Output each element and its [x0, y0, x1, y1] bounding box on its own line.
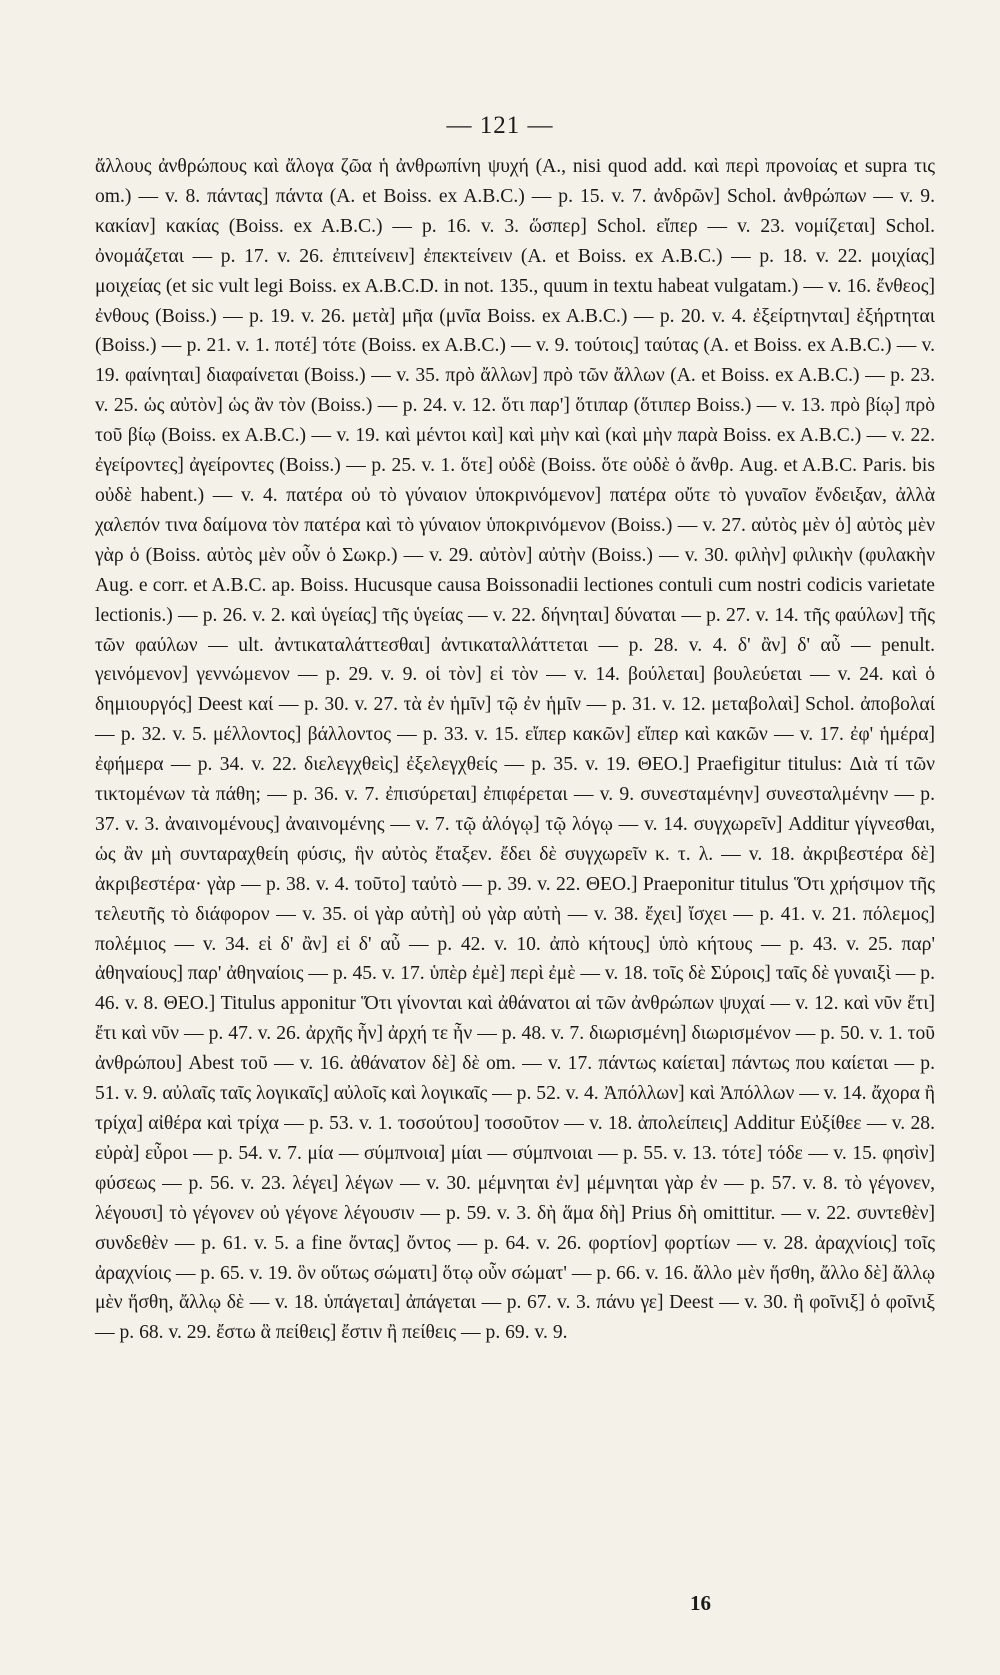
signature-mark: 16 — [690, 1591, 711, 1615]
apparatus-paragraph: ἄλλους ἀνθρώπους καὶ ἄλογα ζῶα ἡ ἀνθρωπίνη ψυχή (A., nisi quod add. καὶ περὶ προνοίας et supra τις om.) — v. 8. πάντας] πάντα (A. et Boiss. ex A.B.C.) — p. 15. v. 7. ἀνδρῶν] Schol. ἀνθρώπων — v. 9. κακίαν] κακίας (Boiss. ex A.B.C.) — p. 16. v. 3. ὥσπερ] Schol. εἴπερ — v. 23. νομίζεται] Schol. ὀνομάζεται — p. 17. v. 26. ἐπιτείνειν] ἐπεκτείνειν (A. et Boiss. ex A.B.C.) — p. 18. v. 22. μοιχίας] μοιχείας (et sic vult legi Boiss. ex A.B.C.D. in not. 135., quum in textu habeat vulgatam.) — v. 16. ἔνθεος] ἐνθους (Boiss.) — p. 19. v. 26. μετὰ] μῆα (μνῖα Boiss. ex A.B.C.) — p. 20. v. 4. ἐξείρτηνται] ἐξήρτηται (Boiss.) — p. 21. v. 1. ποτέ] τότε (Boiss. ex A.B.C.) — v. 9. τούτοις] ταύτας (A. et Boiss. ex A.B.C.) — v. 19. φαίνηται] διαφαίνεται (Boiss.) — v. 35. πρὸ ἄλλων] πρὸ τῶν ἄλλων (A. et Boiss. ex A.B.C.) — p. 23. v. 25. ὡς αὐτὸν] ὡς ἂν τὸν (Boiss.) — p. 24. v. 12. ὅτι παρ'] ὅτιπαρ (ὅτιπερ Boiss.) — v. 13. πρὸ βίῳ] πρὸ τοῦ βίῳ (Boiss. ex A.B.C.) — v. 19. καὶ μέντοι καὶ] καὶ μὴν καὶ (καὶ μὴν παρὰ Boiss. ex A.B.C.) — v. 22. ἐγείροντες] ἀγείροντες (Boiss.) — p. 25. v. 1. ὅτε] οὐδὲ (Boiss. ὅτε οὐδὲ ὁ ἄνθρ. Aug. et A.B.C. Paris. bis οὐδὲ habent.) — v. 4. πατέρα οὐ τὸ γύναιον ὑποκρινόμενον] πατέρα οὔτε τὸ γυναῖον ἔνδειξαν, ἀλλὰ χαλεπόν τινα δαίμονα τὸν πατέρα καὶ τὸ γύναιον ὑποκρινόμενον (Boiss.) — v. 27. αὐτὸς μὲν ὁ] αὐτὸς μὲν γὰρ ὁ (Boiss. αὐτὸς μὲν οὖν ὁ Σωκρ.) — v. 29. αὐτὸν] αὐτὴν (Boiss.) — v. 30. φιλὴν] φιλικὴν (φυλακὴν Aug. e corr. et A.B.C. ap. Boiss. Hucusque causa Boissonadii lectiones contuli cum nostri codicis varietate lectionis.) — p. 26. v. 2. καὶ ὑγείας] τῆς ὑγείας — v. 22. δήνηται] δύναται — p. 27. v. 14. τῆς φαύλων] τῆς τῶν φαύλων — ult. ἀντικαταλάττεσθαι] ἀντικαταλλάττεται — p. 28. v. 4. δ' ἂν] δ' αὖ — penult. γεινόμενον] γεννώμενον — p. 29. v. 9. οἱ τὸν] εἰ τὸν — v. 14. βούλεται] βουλεύεται — v. 24. καὶ ὁ δημιουργός] Deest καί — p. 30. v. 27. τὰ ἐν ἡμῖν] τῷ ἐν ἡμῖν — p. 31. v. 12. μεταβολαὶ] Schol. ἀποβολαί — p. 32. v. 5. μέλλοντος] βάλλοντος — p. 33. v. 15. εἴπερ κακῶν] εἴπερ καὶ κακῶν — v. 17. ἐφ' ἡμέρα] ἐφήμερα — p. 34. v. 22. διελεγχθεὶς] ἐξελεγχθείς — p. 35. v. 19. ΘΕΟ.] Praefigitur titulus: Διὰ τί τῶν τικτομένων τὰ πάθη; — p. 36. v. 7. ἐπισύρεται] ἐπιφέρεται — v. 9. συνεσταμένην] συνεσταλμένην — p. 37. v. 3. ἀναινομένους] ἀναινομένης — v. 7. τῷ ἀλόγῳ] τῷ λόγῳ — v. 14. συγχωρεῖν] Additur γίγνεσθαι, ὡς ἂν μὴ συνταραχθείη φύσις, ἣν αὐτὸς ἔταξεν. ἔδει δὲ συγχωρεῖν κ. τ. λ. — v. 18. ἀκριβεστέρα δὲ] ἀκριβεστέρα· γὰρ — p. 38. v. 4. τοῦτο] ταὐτὸ — p. 39. v. 22. ΘΕΟ.] Praeponitur titulus Ὅτι χρήσιμον τῆς τελευτῆς τὸ διάφορον — v. 35. οἱ γὰρ αὐτὴ] οὐ γὰρ αὐτὴ — v. 38. ἔχει] ἴσχει — p. 41. v. 21. πόλεμος] πολέμιος — v. 34. εἰ δ' ἂν] εἰ δ' αὖ — p. 42. v. 10. ἀπὸ κήτους] ὑπὸ κήτους — p. 43. v. 25. παρ' ἀθηναίους] παρ' ἀθηναίοις — p. 45. v. 17. ὑπὲρ ἐμὲ] περὶ ἐμὲ — v. 18. τοῖς δὲ Σύροις] ταῖς δὲ γυναιξὶ — p. 46. v. 8. ΘΕΟ.] Titulus apponitur Ὅτι γίνονται καὶ ἀθάνατοι αἱ τῶν ἀνθρώπων ψυχαί — v. 12. καὶ νῦν ἔτι] ἔτι καὶ νῦν — p. 47. v. 26. ἀρχῆς ἦν] ἀρχή τε ἦν — p. 48. v. 7. διωρισμένη] διωρισμένον — p. 50. v. 1. τοῦ ἀνθρώπου] Abest τοῦ — v. 16. ἀθάνατον δὲ] δὲ om. — v. 17. πάντως καίεται] πάντως που καίεται — p. 51. v. 9. αὐλαῖς ταῖς λογικαῖς] αὐλοῖς καὶ λογικαῖς — p. 52. v. 4. Ἀπόλλων] καὶ Ἀπόλλων — v. 14. ἄχορα ἢ τρίχα] αἰθέρα καὶ τρίχα — p. 53. v. 1. τοσούτου] τοσοῦτον — v. 18. ἀπολείπεις] Additur Εὐξίθεε — v. 28. εὐρὰ] εὖροι — p. 54. v. 7. μία — σύμπνοια] μίαι — σύμπνοιαι — p. 55. v. 13. τότε] τόδε — v. 15. φησὶν] φύσεως — p. 56. v. 23. λέγει] λέγων — v. 30. μέμνηται ἐν] μέμνηται γὰρ ἐν — p. 57. v. 8. τὸ γέγονεν, λέγουσι] τὸ γέγονεν οὐ γέγονε λέγουσιν — p. 59. v. 3. δὴ ἅμα δὴ] Prius δὴ omittitur. — v. 22. συντεθὲν] συνδεθὲν — p. 61. v. 5. a fine ὄντας] ὄντος — p. 64. v. 26. φορτίον] φορτίων — v. 28. ἀραχνίοις] τοῖς ἀραχνίοις — p. 65. v. 19. ὃν οὕτως σώματι] ὅτῳ οὖν σώματ' — p. 66. v. 16. ἄλλο μὲν ἥσθη, ἄλλο δὲ] ἄλλῳ μὲν ἥσθη, ἄλλῳ δὲ — v. 18. ὑπάγεται] ἀπάγεται — p. 67. v. 3. πάνυ γε] Deest — v. 30. ἢ φοῖνιξ] ὁ φοῖνιξ — p. 68. v. 29. ἔστω ἃ πείθεις] ἔστιν ἢ πείθεις — p. 69. v. 9. — [95, 156, 935, 1344]
critical-apparatus-text — [95, 152, 935, 1348]
page-number-header: — 121 — — [446, 112, 554, 139]
